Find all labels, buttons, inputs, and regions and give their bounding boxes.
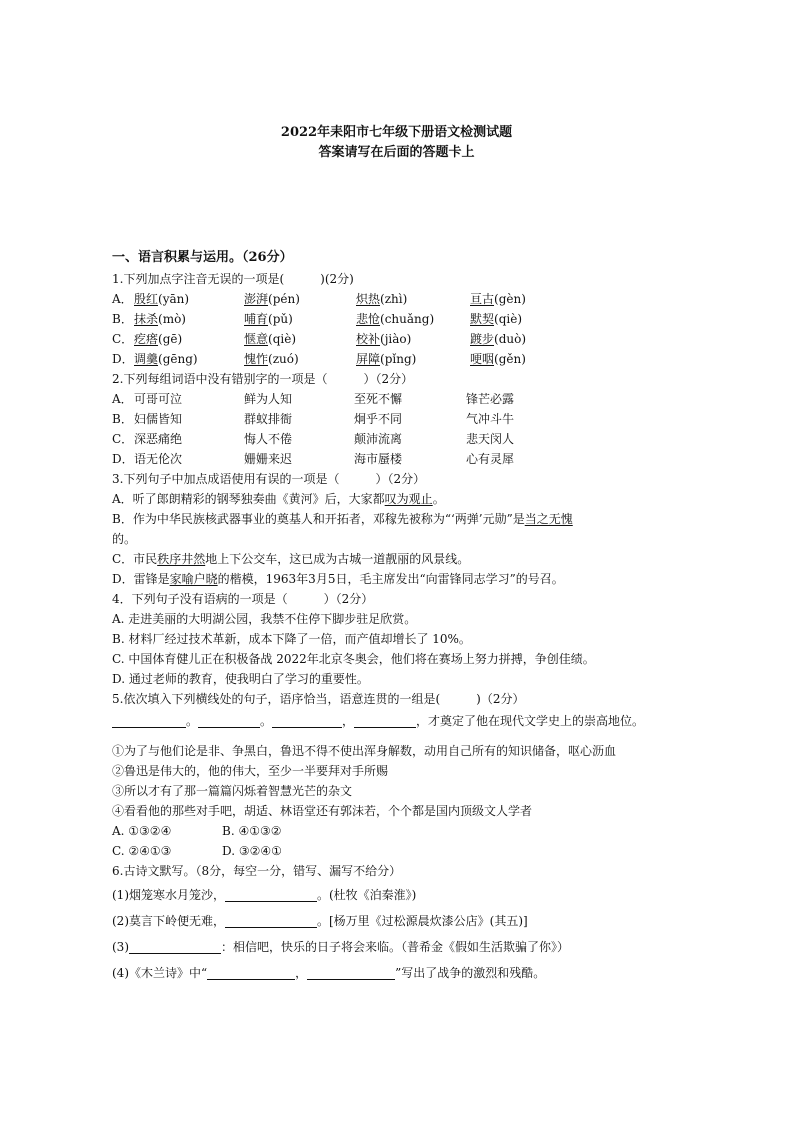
question-2-option-row: [112, 389, 692, 409]
question-1-option-row: [112, 349, 692, 369]
idiom-b: 当之无愧: [524, 512, 573, 526]
question-2-option-row: [112, 449, 692, 469]
question-4-option-b: B. 材料厂经过技术革新，成本下降了一倍，而产值却增长了 10%。: [112, 632, 471, 646]
question-3-option-b-cont: 的。: [112, 532, 137, 546]
poem-line-4: (4)《木兰诗》中“ ， ”写出了战争的激烈和残酷。: [112, 966, 546, 980]
option-label: C．: [112, 332, 134, 346]
word-item: 炯乎不同: [354, 412, 403, 426]
pinyin-item: 默契(qiè): [470, 312, 522, 326]
question-1-option-row: [112, 309, 692, 329]
question-4-stem: 4．下列句子没有语病的一项是（ ）（2分）: [112, 592, 374, 606]
pinyin-item: 哺育(pǔ): [244, 312, 293, 326]
answer-blank[interactable]: [225, 913, 317, 928]
pinyin-item: 疙瘩(gē): [134, 332, 183, 346]
question-3-stem: 3.下列句子中加点成语使用有误的一项是（ ）（2分）: [112, 472, 426, 486]
answer-blank[interactable]: [354, 713, 416, 728]
word-item: 心有灵犀: [466, 452, 515, 466]
idiom-a: 叹为观止: [384, 492, 433, 506]
word-item: 可哥可泣: [134, 392, 183, 406]
poem-line-3: (3) ：相信吧，快乐的日子将会来临。（普希金《假如生活欺骗了你》）: [112, 940, 570, 954]
question-1-stem: 1.下列加点字注音无误的一项是( )(2分): [112, 272, 354, 286]
question-4-option-a: A. 走进美丽的大明湖公园，我禁不住停下脚步驻足欣赏。: [112, 612, 417, 626]
question-3-option-d: D．雷锋是家喻户晓的楷模，1963年3月5日，毛主席发出“向雷锋同志学习”的号召。: [112, 572, 564, 586]
word-item: 锋芒必露: [466, 392, 515, 406]
word-item: 颠沛流离: [354, 432, 403, 446]
word-item: 姗姗来迟: [244, 452, 293, 466]
exam-subtitle: 答案请写在后面的答题卡上: [318, 145, 475, 160]
question-5-options-cd: C. ②④①③ D. ③②④①: [112, 844, 282, 858]
option-label: D．: [112, 352, 134, 366]
word-item: 海市蜃楼: [354, 452, 403, 466]
answer-blank[interactable]: [198, 713, 260, 728]
option-label: D．: [112, 452, 134, 466]
question-1-options: [112, 289, 692, 369]
word-item: 至死不懈: [354, 392, 403, 406]
exam-title: 2022年耒阳市七年级下册语文检测试题: [280, 125, 513, 140]
sentence-4: ④看看他的那些对手吧，胡适、林语堂还有郭沫若，个个都是国内顶级文人学者: [112, 804, 533, 818]
pinyin-item: 亘古(gèn): [470, 292, 526, 306]
question-5-stem: 5.依次填入下列横线处的句子，语序恰当，语意连贯的一组是( )（2分）: [112, 692, 525, 706]
pinyin-item: 校补(jiào): [356, 332, 412, 346]
pinyin-item: 炽热(zhì): [356, 292, 408, 306]
question-5-options-ab: A. ①③②④ B. ④①③②: [112, 824, 282, 838]
word-item: 语无伦次: [134, 452, 183, 466]
question-1-option-row: [112, 329, 692, 349]
sentence-1: ①为了与他们论是非、争黑白，鲁迅不得不使出浑身解数，动用自己所有的知识储备，呕心沥血: [112, 744, 617, 758]
answer-blank[interactable]: [129, 939, 221, 954]
question-1-option-row: [112, 289, 692, 309]
sentence-2: ②鲁迅是伟大的，他的伟大，至少一半要拜对手所赐: [112, 764, 389, 778]
answer-blank[interactable]: [225, 887, 317, 902]
idiom-c: 秩序井然: [157, 552, 206, 566]
pinyin-item: 惬意(qiè): [244, 332, 296, 346]
question-3-option-b: B．作为中华民族核武器事业的奠基人和开拓者，邓稼先被称为“‘两弹’元勋”是当之无愧: [112, 512, 573, 526]
option-label: A．: [112, 292, 133, 306]
word-item: 悔人不倦: [244, 432, 293, 446]
pinyin-item: 悲怆(chuǎng): [356, 312, 435, 326]
poem-line-2: (2)莫言下岭便无难， 。[杨万里《过松源晨炊漆公店》(其五)]: [112, 914, 528, 928]
pinyin-item: 调羹(gēng): [134, 352, 198, 366]
word-item: 群蚁排衙: [244, 412, 293, 426]
pinyin-item: 屏障(pǐng): [356, 352, 417, 366]
answer-blank[interactable]: [307, 965, 395, 980]
word-item: 气冲斗牛: [466, 412, 515, 426]
pinyin-item: 哽咽(gěn): [470, 352, 526, 366]
section-heading: 一、语言积累与运用。（26分）: [112, 250, 293, 265]
poem-line-1: (1)烟笼寒水月笼沙， 。(杜牧《泊秦淮》): [112, 888, 417, 902]
option-label: C．: [112, 432, 134, 446]
option-label: B．: [112, 412, 133, 426]
sentence-3: ③所以才有了那一篇篇闪烁着智慧光芒的杂文: [112, 784, 353, 798]
word-item: 深恶痛绝: [134, 432, 183, 446]
question-6-stem: 6.古诗文默写。（8分，每空一分，错写、漏写不给分）: [112, 864, 402, 878]
question-4-option-c: C. 中国体育健儿正在积极备战 2022年北京冬奥会，他们将在赛场上努力拼搏，争创佳绩。: [112, 652, 595, 666]
question-2-options: [112, 389, 692, 469]
answer-blank[interactable]: [112, 713, 186, 728]
word-item: 鲜为人知: [244, 392, 293, 406]
question-5-blanks: 。 。 ， ，才奠定了他在现代文学史上的崇高地位。: [112, 711, 692, 731]
exam-content: [112, 247, 692, 989]
pinyin-item: 踱步(duò): [470, 332, 527, 346]
question-2-stem: 2.下列每组词语中没有错别字的一项是（ ）（2分）: [112, 372, 414, 386]
option-label: B．: [112, 312, 133, 326]
word-item: 悲天闵人: [466, 432, 515, 446]
question-2-option-row: [112, 429, 692, 449]
question-3-option-a: A．听了郎朗精彩的钢琴独奏曲《黄河》后，大家都叹为观止。: [112, 492, 445, 506]
pinyin-item: 澎湃(pén): [244, 292, 300, 306]
question-3-option-c: C．市民秩序井然地上下公交车，这已成为古城一道靓丽的风景线。: [112, 552, 470, 566]
idiom-d: 家喻户晓: [169, 572, 218, 586]
pinyin-item: 抹杀(mò): [134, 312, 186, 326]
question-4-option-d: D. 通过老师的教育，使我明白了学习的重要性。: [112, 672, 369, 686]
pinyin-item: 殷红(yān): [134, 292, 190, 306]
option-label: A．: [112, 392, 133, 406]
word-item: 妇儒皆知: [134, 412, 183, 426]
answer-blank[interactable]: [207, 965, 295, 980]
question-2-option-row: [112, 409, 692, 429]
pinyin-item: 愧怍(zuó): [244, 352, 299, 366]
answer-blank[interactable]: [272, 713, 342, 728]
